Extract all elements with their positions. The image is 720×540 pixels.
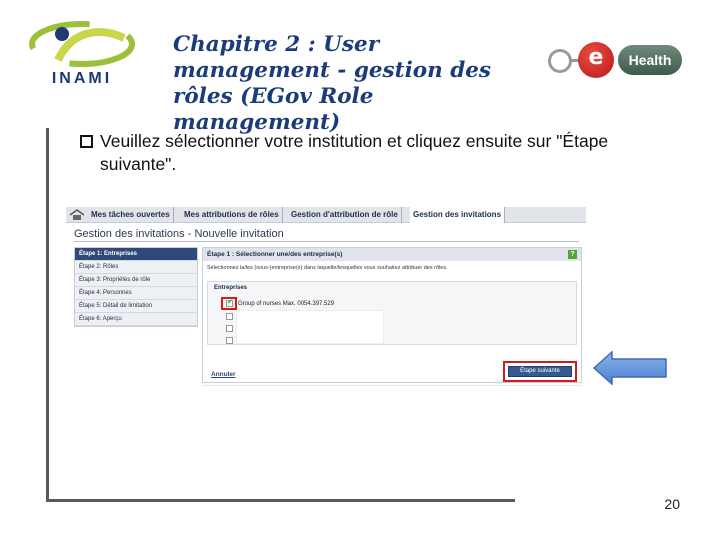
- heading-divider: [74, 241, 579, 242]
- panel-title: Étape 1 : Sélectionner une/des entreprise(s): [207, 251, 343, 258]
- slide-title: Chapitre 2 : User management - gestion des rôles (EGov Role management): [173, 32, 492, 135]
- inami-logo-mark: [28, 20, 136, 70]
- checkbox-icon[interactable]: [226, 325, 233, 332]
- checkbox-icon[interactable]: [226, 337, 233, 344]
- step-item[interactable]: Étape 5: Détail de limitation: [75, 300, 197, 313]
- step-panel: [202, 247, 582, 383]
- tab-gestion-attribution[interactable]: Gestion d'attribution de rôle: [288, 207, 402, 223]
- page-heading: Gestion des invitations - Nouvelle invitation: [74, 228, 284, 240]
- ehealth-ring: [548, 49, 572, 73]
- step-item[interactable]: Étape 3: Propriétés de rôle: [75, 274, 197, 287]
- bullet-square-icon: [80, 135, 93, 148]
- ehealth-wordmark: Health: [618, 45, 682, 75]
- checkbox-checked-icon[interactable]: ✔: [227, 299, 233, 306]
- home-icon[interactable]: [69, 209, 85, 221]
- panel-bottom-rule: [202, 385, 582, 386]
- step-item[interactable]: Étape 1: Entreprises: [75, 248, 197, 261]
- ehealth-logo: [548, 40, 686, 82]
- instruction-text: Veuillez sélectionner votre institution et cliquez ensuite sur "Étape suivante".: [100, 131, 609, 174]
- tab-bar: [66, 207, 586, 223]
- enterprise-group-label: Entreprises: [214, 285, 248, 291]
- arrow-left-icon: [592, 350, 668, 386]
- inami-logo: [28, 20, 136, 98]
- enterprise-list-area: [236, 310, 384, 344]
- tab-mes-attributions[interactable]: Mes attributions de rôles: [181, 207, 283, 223]
- inami-wordmark: INAMI: [51, 70, 113, 87]
- app-screenshot: [66, 207, 586, 387]
- enterprise-group: [207, 281, 577, 345]
- step-item[interactable]: Étape 6: Aperçu: [75, 313, 197, 326]
- cancel-link[interactable]: Annuler: [211, 371, 236, 378]
- wizard-steps: [74, 247, 198, 327]
- highlight-next-frame: [503, 361, 577, 382]
- checkbox-icon[interactable]: [226, 313, 233, 320]
- ehealth-e-mark: e: [578, 42, 614, 78]
- panel-description: Sélectionnez la/les (sous-)entreprise(s) dans laquelle/lesquelles vous souhaitez attribuer des rôles.: [207, 265, 448, 271]
- next-step-button[interactable]: Étape suivante: [508, 366, 572, 377]
- enterprise-name: Group of nurses Max. 0054.397.529: [238, 301, 335, 307]
- slide-frame-left: [46, 128, 49, 501]
- panel-header: [203, 248, 581, 261]
- step-item[interactable]: Étape 2: Rôles: [75, 261, 197, 274]
- help-icon[interactable]: ?: [568, 250, 577, 259]
- step-item[interactable]: Étape 4: Personnes: [75, 287, 197, 300]
- slide-frame-bottom: [46, 499, 515, 502]
- page-number: 20: [664, 496, 680, 512]
- tab-gestion-invitations[interactable]: Gestion des invitations: [410, 207, 505, 223]
- tab-mes-taches[interactable]: Mes tâches ouvertes: [88, 207, 174, 223]
